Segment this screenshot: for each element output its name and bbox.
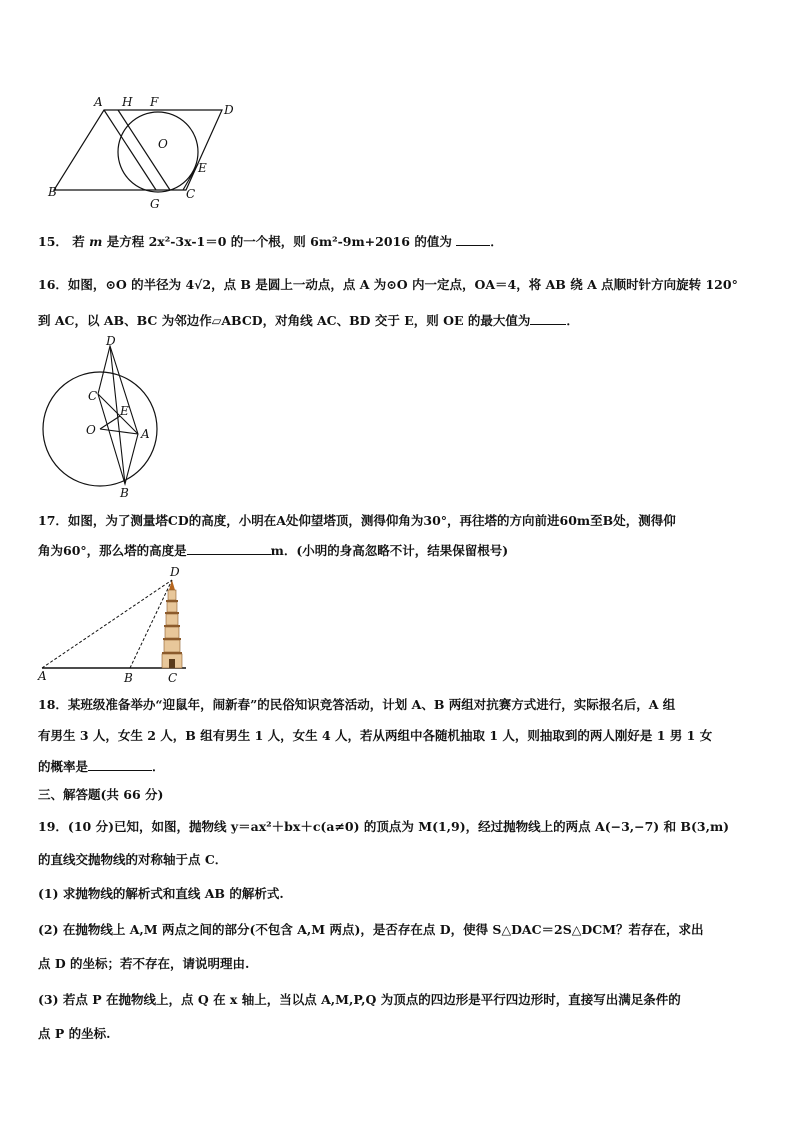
label-D: D (170, 566, 180, 579)
parallelogram-circle-figure (40, 92, 250, 212)
q19-part1: (1) 求抛物线的解析式和直线 AB 的解析式. (38, 886, 284, 901)
label-B: B (48, 185, 57, 199)
q17-line2: 角为60°，那么塔的高度是 (38, 543, 187, 558)
q18-number: 18． (38, 697, 68, 712)
question-19 (38, 818, 758, 1043)
label-O: O (86, 423, 96, 437)
q19-line2: 的直线交抛物线的对称轴于点 C． (38, 852, 228, 867)
label-D: D (224, 103, 234, 117)
q15-text: 若 (72, 234, 85, 249)
tower-figure (36, 566, 196, 686)
q15-variable: m (89, 234, 103, 249)
label-C: C (88, 389, 98, 403)
label-D: D (106, 334, 116, 348)
q17-number: 17． (38, 513, 68, 528)
q17-answer-blank (187, 554, 271, 555)
label-A: A (38, 669, 47, 683)
q15-equation: 2x²-3x-1＝0 (148, 234, 227, 249)
label-C: C (186, 187, 196, 201)
question-16 (38, 276, 758, 330)
q15-text: 的值为 (414, 234, 452, 249)
circle-parallelogram-figure (40, 334, 170, 502)
q15-number: 15． (38, 234, 68, 249)
q17-line1: 如图，为了测量塔CD的高度，小明在A处仰望塔顶，测得仰角为30°，再往塔的方向前进60m至B处，测得仰 (67, 513, 676, 528)
q19-part2-line1: (2) 在抛物线上 A,M 两点之间的部分(不包含 A,M 两点)，是否存在点 D，使得 S△DAC＝2S△DCM？若存在，求出 (38, 922, 704, 937)
label-E: E (198, 161, 207, 175)
q15-end: ． (490, 234, 503, 249)
q16-answer-blank (530, 324, 566, 325)
q19-part2-line2: 点 D 的坐标；若不存在，请说明理由. (38, 956, 250, 971)
label-B: B (124, 671, 133, 685)
pagoda-icon (162, 580, 182, 668)
question-18 (38, 696, 758, 776)
label-A: A (94, 95, 103, 109)
q18-line1: 某班级准备举办“迎鼠年，闹新春”的民俗知识竞答活动，计划 A、B 两组对抗赛方式进行，实际报名后，A 组 (67, 697, 676, 712)
q19-part3-line1: (3) 若点 P 在抛物线上，点 Q 在 x 轴上，当以点 A,M,P,Q 为顶点的四边形是平行四边形时，直接写出满足条件的 (38, 992, 681, 1007)
label-H: H (122, 95, 133, 109)
q15-text: 的一个根，则 (230, 234, 306, 249)
label-O: O (158, 137, 168, 151)
q16-line2: 到 AC，以 AB、BC 为邻边作▱ABCD，对角线 AC、BD 交于 E，则 OE 的最大值为 (38, 313, 531, 328)
q18-line3: 的概率是 (38, 759, 89, 774)
q18-line2: 有男生 3 人，女生 2 人，B 组有男生 1 人，女生 4 人，若从两组中各随机抽取 1 人，则抽取到的两人刚好是 1 男 1 女 (38, 728, 713, 743)
label-B: B (120, 486, 129, 500)
q15-text: 是方程 (106, 234, 145, 249)
question-17 (38, 512, 758, 560)
section-heading: 三、解答题(共 66 分) (38, 787, 164, 802)
q19-line1: (10 分)已知，如图，抛物线 y＝ax²＋bx＋c(a≠0) 的顶点为 M(1,9)，经过抛物线上的两点 A(−3,−7) 和 B(3,m) (67, 819, 730, 834)
q17-end: m．(小明的身高忽略不计，结果保留根号) (270, 543, 509, 558)
q16-number: 16． (38, 277, 68, 292)
q16-end: ． (566, 313, 579, 328)
label-F: F (150, 95, 159, 109)
label-A: A (141, 427, 150, 441)
label-E: E (120, 404, 129, 418)
q15-expression: 6m²-9m+2016 (310, 234, 410, 249)
question-15 (38, 233, 758, 251)
q18-end: ． (152, 759, 165, 774)
label-C: C (168, 671, 178, 685)
q15-answer-blank (456, 245, 490, 246)
q16-line1: 如图，⊙O 的半径为 4√2，点 B 是圆上一动点，点 A 为⊙O 内一定点，OA＝4，将 AB 绕 A 点顺时针方向旋转 120° (67, 277, 738, 292)
q19-number: 19． (38, 819, 68, 834)
label-G: G (150, 197, 160, 211)
q19-part3-line2: 点 P 的坐标. (38, 1026, 111, 1041)
q18-answer-blank (88, 770, 152, 771)
